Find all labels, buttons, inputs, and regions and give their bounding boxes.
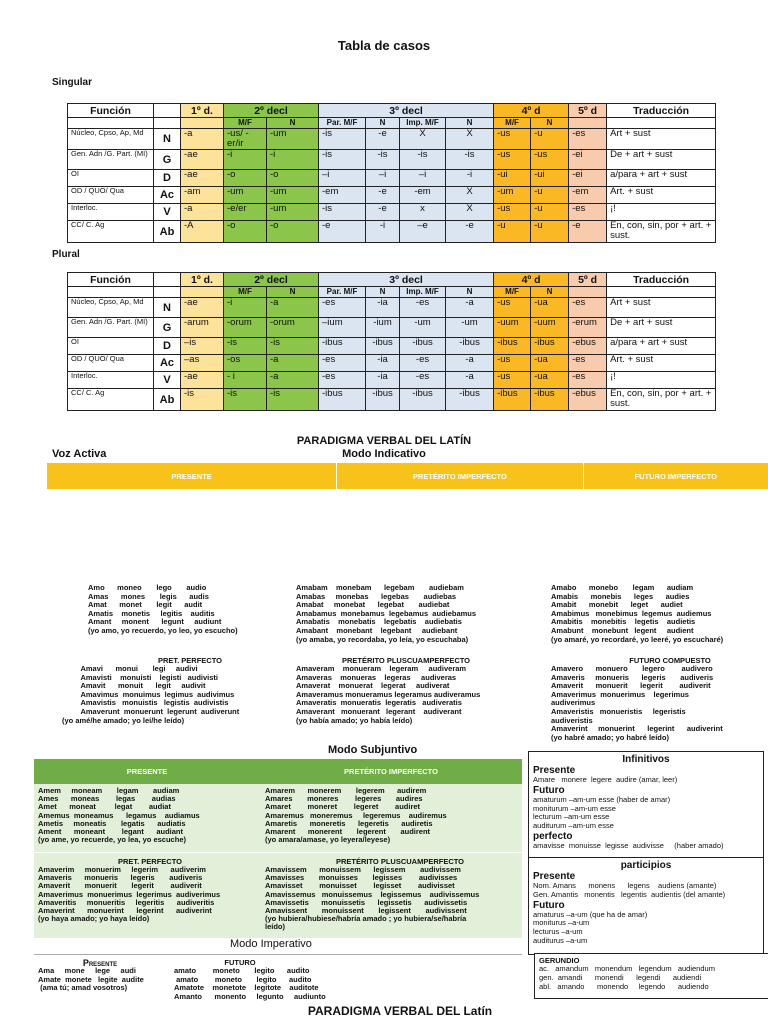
ending-cell: -um <box>267 187 319 204</box>
header-decl-4: 4º d <box>494 273 569 287</box>
ending-cell: -is <box>319 150 366 170</box>
case-row <box>68 170 716 187</box>
ending-cell: -arum <box>181 318 224 338</box>
ending-cell: -orum <box>224 318 267 338</box>
ind-perfecto-title: PRET. PERFECTO <box>157 656 223 665</box>
ending-cell: -e <box>366 187 400 204</box>
singular-case-table <box>67 103 716 243</box>
participios-title: participios <box>620 860 672 871</box>
row-translation: a/para + art + sust <box>607 338 716 355</box>
ending-cell: -ibus <box>446 389 494 411</box>
row-function: Núcleo, Cpso, Ap, Md <box>68 129 154 150</box>
ending-cell: X <box>446 187 494 204</box>
ending-cell: -a <box>446 298 494 318</box>
header-decl-1: 1º d. <box>181 273 224 287</box>
ending-cell: -ibus <box>494 389 531 411</box>
ending-cell: -ae <box>181 298 224 318</box>
row-case: Ac <box>154 355 181 372</box>
ending-cell: -is <box>319 129 366 150</box>
row-function: Gen. Adn /G. Part. (MI) <box>68 318 154 338</box>
ending-cell: -es <box>319 372 366 389</box>
ending-cell: X <box>400 129 446 150</box>
ending-cell: -is <box>366 150 400 170</box>
ending-cell: -ibus <box>400 338 446 355</box>
row-function: OD / QUO/ Qua <box>68 187 154 204</box>
sub-header: N <box>446 118 494 129</box>
ind-imperfecto-block: Amabam monebam legebam audiebam Amabas monebas legebas audiebas Amabat monebat legebat audiebat Amabamus monebamus legebamus audiebamus Amabatis monebatis legebatis audiebatis Amabant monebant legebant audiebant (yo amaba, yo recordaba, yo leía, yo escuchaba) <box>296 583 477 644</box>
ending-cell: –e <box>400 221 446 243</box>
ending-cell: -is <box>181 389 224 411</box>
header-funcion: Función <box>68 104 154 118</box>
header-decl-3: 3º decl <box>319 104 494 118</box>
row-translation: De + art + sust <box>607 150 716 170</box>
sub-header: N <box>267 118 319 129</box>
ending-cell: -e <box>366 129 400 150</box>
row-case: V <box>154 204 181 221</box>
ending-cell: -a <box>446 355 494 372</box>
ending-cell: -es <box>569 355 607 372</box>
ending-cell: -ibus <box>319 389 366 411</box>
ending-cell: X <box>446 204 494 221</box>
subjuntivo-tense-bar <box>34 759 522 784</box>
imp-futuro-block: amato moneto legito audito amato moneto legito audito Amatote monetote legitote auditote Amanto monento legunto audiunto <box>174 966 326 1001</box>
case-row <box>68 298 716 318</box>
sub-header: Imp. M/F <box>400 287 446 298</box>
row-function: OD / QUO/ Qua <box>68 355 154 372</box>
ending-cell: -a <box>267 355 319 372</box>
row-translation: En, con, sin, por + art. + sust. <box>607 389 716 411</box>
header-decl-2: 2º decl <box>224 273 319 287</box>
ending-cell: -us <box>494 150 531 170</box>
ending-cell: -A <box>181 221 224 243</box>
sub-header: N <box>267 287 319 298</box>
row-translation: a/para + art + sust <box>607 170 716 187</box>
ending-cell: -a <box>446 372 494 389</box>
sub-header: M/F <box>224 118 267 129</box>
ending-cell: -es <box>319 298 366 318</box>
ending-cell: -ua <box>531 298 569 318</box>
sub-header: M/F <box>494 118 531 129</box>
infinitivos-title: Infinitivos <box>622 754 670 765</box>
ending-cell: -i <box>224 150 267 170</box>
ending-cell: x <box>400 204 446 221</box>
infinitivos-box <box>528 751 764 860</box>
modo-indicativo-title: Modo Indicativo <box>342 448 426 460</box>
inf-futuro-label: Futuro <box>533 784 565 796</box>
ending-cell: -ibus <box>319 338 366 355</box>
ending-cell: -is <box>224 389 267 411</box>
gerundio-rows: ac. amandum monendum legendum audiendum gen. amandi monendi legendi audiendi abl. amando monendo legendo audiendo <box>539 964 715 991</box>
part-futuro-label: Futuro <box>533 899 565 911</box>
ending-cell: -e <box>366 204 400 221</box>
ending-cell: -orum <box>267 318 319 338</box>
ind-presente-block: Amo moneo lego audio Amas mones legis audis Amat monet legit audit Amatis monetis legitis auditis Amant monent legunt audiunt (yo amo, yo recuerdo, yo leo, yo escucho) <box>88 583 238 635</box>
row-case: D <box>154 170 181 187</box>
tab-preterito-imperfecto: PRETÉRITO IMPERFECTO <box>337 463 583 489</box>
ending-cell: -us/ -er/ir <box>224 129 267 150</box>
row-translation: Art + sust <box>607 129 716 150</box>
ending-cell: -es <box>569 372 607 389</box>
ending-cell: -a <box>267 298 319 318</box>
row-case: G <box>154 318 181 338</box>
row-function: OI <box>68 338 154 355</box>
ending-cell: -es <box>400 298 446 318</box>
ending-cell: -u <box>531 204 569 221</box>
ending-cell: -um <box>267 204 319 221</box>
ending-cell: -a <box>181 204 224 221</box>
ending-cell: -us <box>531 150 569 170</box>
ending-cell: -is <box>267 389 319 411</box>
sub-header: N <box>531 118 569 129</box>
ending-cell: –i <box>319 170 366 187</box>
ending-cell: -u <box>494 221 531 243</box>
row-translation: Art. + sust <box>607 355 716 372</box>
ending-cell: -is <box>446 150 494 170</box>
ending-cell: -am <box>181 187 224 204</box>
header-decl-5: 5º d <box>569 104 607 118</box>
ending-cell: -is <box>400 150 446 170</box>
ind-perfecto-block: Amavi monui legi audivi Amavisti monuisti legisti audivisti Amavit monuit legit audivit Amavimus monuimus legimus audivimus Amavistis monuistis legistis audivistis Amaverunt monuerunt legerunt audiverunt (yo amé/he amado; yo leí/he leído) <box>62 664 240 725</box>
imp-presente-block: Ama mone lege audi Amate monete legite audite (ama tú; amad vosotros) <box>38 966 144 993</box>
case-row <box>68 355 716 372</box>
ending-cell: -o <box>224 221 267 243</box>
modo-imperativo-title: Modo Imperativo <box>230 938 312 950</box>
ending-cell: -em <box>319 187 366 204</box>
tab-subj-imperfecto: PRETÉRITO IMPERFECTO <box>344 767 438 776</box>
row-case: N <box>154 129 181 150</box>
ending-cell: -uum <box>531 318 569 338</box>
ending-cell: -um <box>267 129 319 150</box>
case-row <box>68 221 716 243</box>
row-translation: De + art + sust <box>607 318 716 338</box>
ending-cell: -o <box>267 221 319 243</box>
ending-cell: -ium <box>366 318 400 338</box>
ending-cell: -u <box>531 221 569 243</box>
modo-subjuntivo-title: Modo Subjuntivo <box>328 744 418 756</box>
row-case: Ab <box>154 221 181 243</box>
subj-presente-block: Amem moneam legam audiam Ames moneas legas audias Amet moneat legat audiat Amemus moneamus legamus audiamus Ametis moneatis legatis audiatis Ament moneant legant audiant (yo ame, yo recuerde, yo lea, yo escuche) <box>38 786 200 845</box>
ending-cell: -ui <box>494 170 531 187</box>
sub-header: Imp. M/F <box>400 118 446 129</box>
ending-cell: - i <box>224 372 267 389</box>
tab-futuro-imperfecto: FUTURO IMPERFECTO <box>634 471 717 481</box>
tab-subj-presente: PRESENTE <box>126 767 168 776</box>
subj-pluscuam-title: PRETÉRITO PLUSCUAMPERFECTO <box>335 857 465 866</box>
ending-cell: -i <box>224 298 267 318</box>
row-function: Gen. Adn /G. Part. (MI) <box>68 150 154 170</box>
header-decl-1: 1º d. <box>181 104 224 118</box>
ending-cell: -ibus <box>366 338 400 355</box>
ending-cell: -us <box>494 355 531 372</box>
ending-cell: -ui <box>531 170 569 187</box>
plural-case-table <box>67 272 716 411</box>
ending-cell: -es <box>569 129 607 150</box>
ending-cell: -ibus <box>494 338 531 355</box>
inf-futuro-text: amaturum –am-um esse (haber de amar) moniturum –am-um esse lecturum –am-um esse auditurum –am-um esse <box>533 794 671 831</box>
subj-imperfecto-block: Amarem monerem legerem audirem Amares moneres legeres audires Amaret moneret legeret audiret Amaremus moneremus legeremus audiremus Amaretis moneretis legeretis audiretis Amarent monerent legerent audirent (yo amara/amase, yo leyera/leyese) <box>265 786 447 845</box>
ending-cell: -e <box>446 221 494 243</box>
sub-header: N <box>366 118 400 129</box>
gerundio-box <box>534 953 768 999</box>
ending-cell: -i <box>446 170 494 187</box>
case-row <box>68 150 716 170</box>
ending-cell: –i <box>366 170 400 187</box>
header-traduccion: Traducción <box>607 273 716 287</box>
ending-cell: -us <box>494 129 531 150</box>
sub-header: M/F <box>494 287 531 298</box>
sub-header: Par. M/F <box>319 118 366 129</box>
case-row <box>68 318 716 338</box>
ending-cell: -u <box>531 187 569 204</box>
ending-cell: -ia <box>366 372 400 389</box>
ending-cell: -um <box>224 187 267 204</box>
ending-cell: -ae <box>181 372 224 389</box>
ending-cell: -ebus <box>569 338 607 355</box>
ending-cell: -e <box>569 221 607 243</box>
gerundio-title: GERUNDIO <box>539 956 580 965</box>
ending-cell: –ium <box>319 318 366 338</box>
case-row <box>68 187 716 204</box>
ending-cell: -ibus <box>400 389 446 411</box>
case-row <box>68 338 716 355</box>
ending-cell: -ae <box>181 150 224 170</box>
inf-presente-label: Presente <box>533 765 576 776</box>
ending-cell: -a <box>267 372 319 389</box>
case-row <box>68 129 716 150</box>
header-decl-4: 4º d <box>494 104 569 118</box>
part-presente-text: Nom. Amans monens legens audiens (amante) Gen. Amantis monentis legentis audientis (del amante) <box>533 881 726 899</box>
plural-label: Plural <box>52 249 80 260</box>
ending-cell: -us <box>494 372 531 389</box>
imp-presente-title: Presente <box>82 958 118 968</box>
row-case: D <box>154 338 181 355</box>
ending-cell: -is <box>319 204 366 221</box>
ending-cell: -ae <box>181 170 224 187</box>
ending-cell: -o <box>224 170 267 187</box>
header-traduccion: Traducción <box>607 104 716 118</box>
part-presente-label: Presente <box>533 871 576 882</box>
ending-cell: -em <box>400 187 446 204</box>
ending-cell: -os <box>224 355 267 372</box>
ending-cell: -uum <box>494 318 531 338</box>
ending-cell: -o <box>267 170 319 187</box>
singular-label: Singular <box>52 77 93 88</box>
row-case: N <box>154 298 181 318</box>
subj-perfecto-block: Amaverim monuerim legerim audiverim Amaveris monueris legeris audiveris Amaverit monuerit legerit audiverit Amaverimus monuerimus legerimus audiverimus Amaveritis monueritis legeritis audiveritis Amaverint monuerint legerint audiverint (yo haya amado; yo haya leído) <box>38 865 221 924</box>
row-function: CC/ C. Ag <box>68 221 154 243</box>
sub-header: Par. M/F <box>319 287 366 298</box>
ending-cell: -ia <box>366 298 400 318</box>
ending-cell: -em <box>569 187 607 204</box>
inf-perfecto-label: perfecto <box>533 830 573 842</box>
sub-header: N <box>531 287 569 298</box>
ending-cell: -ebus <box>569 389 607 411</box>
ind-pluscuam-block: Amaveram monueram legeram audiveram Amaveras monueras legeras audiveras Amaverat monuerat legerat audiverat Amaveramus monueramus legeramus audiveramus Amaveratis monueratis legeratis audiveratis Amaverant monuerant legerant audiverant (yo había amado; yo había leído) <box>296 664 481 725</box>
ending-cell: –i <box>400 170 446 187</box>
ending-cell: –as <box>181 355 224 372</box>
ending-cell: -ua <box>531 372 569 389</box>
ending-cell: –is <box>181 338 224 355</box>
ending-cell: -ei <box>569 150 607 170</box>
ind-futuro-block: Amabo monebo legam audiam Amabis monebis leges audies Amabit monebit leget audiet Amabimus monebimus legemus audiemus Amabitis monebitis legetis audietis Amabunt monebunt legent audient (yo amaré, yo recordaré, yo leeré, yo escucharé) <box>551 583 724 644</box>
ending-cell: -a <box>181 129 224 150</box>
ending-cell: -es <box>569 298 607 318</box>
row-case: V <box>154 372 181 389</box>
row-function: OI <box>68 170 154 187</box>
subj-perfecto-title: PRET. PERFECTO <box>117 857 183 866</box>
ind-futcomp-title: FUTURO COMPUESTO <box>629 656 711 665</box>
footer-title: PARADIGMA VERBAL DEL Latín <box>307 1004 493 1018</box>
ind-pluscuam-title: PRETÉRITO PLUSCUAMPERFECTO <box>341 656 471 665</box>
ending-cell: -um <box>400 318 446 338</box>
inf-perfecto-text: amavisse monuisse legisse audivisse (haber amado) <box>533 840 724 850</box>
ending-cell: -i <box>366 221 400 243</box>
ending-cell: -e <box>319 221 366 243</box>
sub-header: N <box>446 287 494 298</box>
imp-futuro-title: FUTURO <box>224 958 256 967</box>
row-function: CC/ C. Ag <box>68 389 154 411</box>
case-row <box>68 372 716 389</box>
row-case: Ab <box>154 389 181 411</box>
ending-cell: -um <box>446 318 494 338</box>
part-futuro-text: amaturus –a-um (que ha de amar) moniturus –a-um lecturus –a-um auditurus –a-um <box>533 909 648 945</box>
header-decl-3: 3º decl <box>319 273 494 287</box>
case-row <box>68 389 716 411</box>
ending-cell: -erum <box>569 318 607 338</box>
participios-box <box>528 857 764 955</box>
header-decl-5: 5º d <box>569 273 607 287</box>
ending-cell: -is <box>224 338 267 355</box>
indicativo-tense-bar <box>47 463 768 489</box>
tab-presente: PRESENTE <box>47 463 337 489</box>
voz-activa-label: Voz Activa <box>52 448 107 460</box>
ending-cell: -ua <box>531 355 569 372</box>
row-translation: Art + sust <box>607 298 716 318</box>
ending-cell: -es <box>400 355 446 372</box>
inf-presente-text: Amare monere legere audire (amar, leer) <box>533 775 678 784</box>
ending-cell: -is <box>267 338 319 355</box>
row-translation: En, con, sin, por + art. + sust. <box>607 221 716 243</box>
ending-cell: -ia <box>366 355 400 372</box>
ending-cell: -es <box>319 355 366 372</box>
sub-header: N <box>366 287 400 298</box>
ending-cell: -ibus <box>366 389 400 411</box>
row-function: Interloc. <box>68 372 154 389</box>
ending-cell: -us <box>494 298 531 318</box>
row-translation: ¡! <box>607 372 716 389</box>
ending-cell: -ibus <box>446 338 494 355</box>
ending-cell: -es <box>569 204 607 221</box>
row-translation: ¡! <box>607 204 716 221</box>
case-row <box>68 204 716 221</box>
ending-cell: -um <box>494 187 531 204</box>
row-function: Interloc. <box>68 204 154 221</box>
paradigm-title: PARADIGMA VERBAL DEL LATÍN <box>296 435 472 447</box>
page-title: Tabla de casos <box>337 38 431 53</box>
ending-cell: X <box>446 129 494 150</box>
sub-header: M/F <box>224 287 267 298</box>
ending-cell: -ibus <box>531 338 569 355</box>
ending-cell: -us <box>494 204 531 221</box>
row-case: G <box>154 150 181 170</box>
ending-cell: -ibus <box>531 389 569 411</box>
header-funcion: Función <box>68 273 154 287</box>
ending-cell: -e/er <box>224 204 267 221</box>
ending-cell: -u <box>531 129 569 150</box>
header-decl-2: 2º decl <box>224 104 319 118</box>
row-function: Núcleo, Cpso, Ap, Md <box>68 298 154 318</box>
ending-cell: -es <box>400 372 446 389</box>
row-case: Ac <box>154 187 181 204</box>
ind-futcomp-block: Amavero monuero legero audivero Amaveris monueris legeris audiveris Amaverit monuerit legerit audiverit Amaverimus monuerimus legerimus audiverimus Amaveristis monueristis legeristis audiveristis Amaverint monuerint legerint audiverint (yo habré amado; yo habré leído) <box>551 664 723 742</box>
row-translation: Art. + sust <box>607 187 716 204</box>
ending-cell: -ei <box>569 170 607 187</box>
ending-cell: -i <box>267 150 319 170</box>
subj-pluscuam-block: Amavissem monuissem legissem audivissem Amavisses monuisses legisses audivisses Amavisset monuisset legisset audivisset Amavissemus monuissemus legissemus audivissemus Amavissetis monuissetis legissetis audivissetis Amavissent monuissent legissent audivissent (yo hubiera/hubiese/habría amado ; yo hubiera/se/habría leído) <box>265 865 480 932</box>
